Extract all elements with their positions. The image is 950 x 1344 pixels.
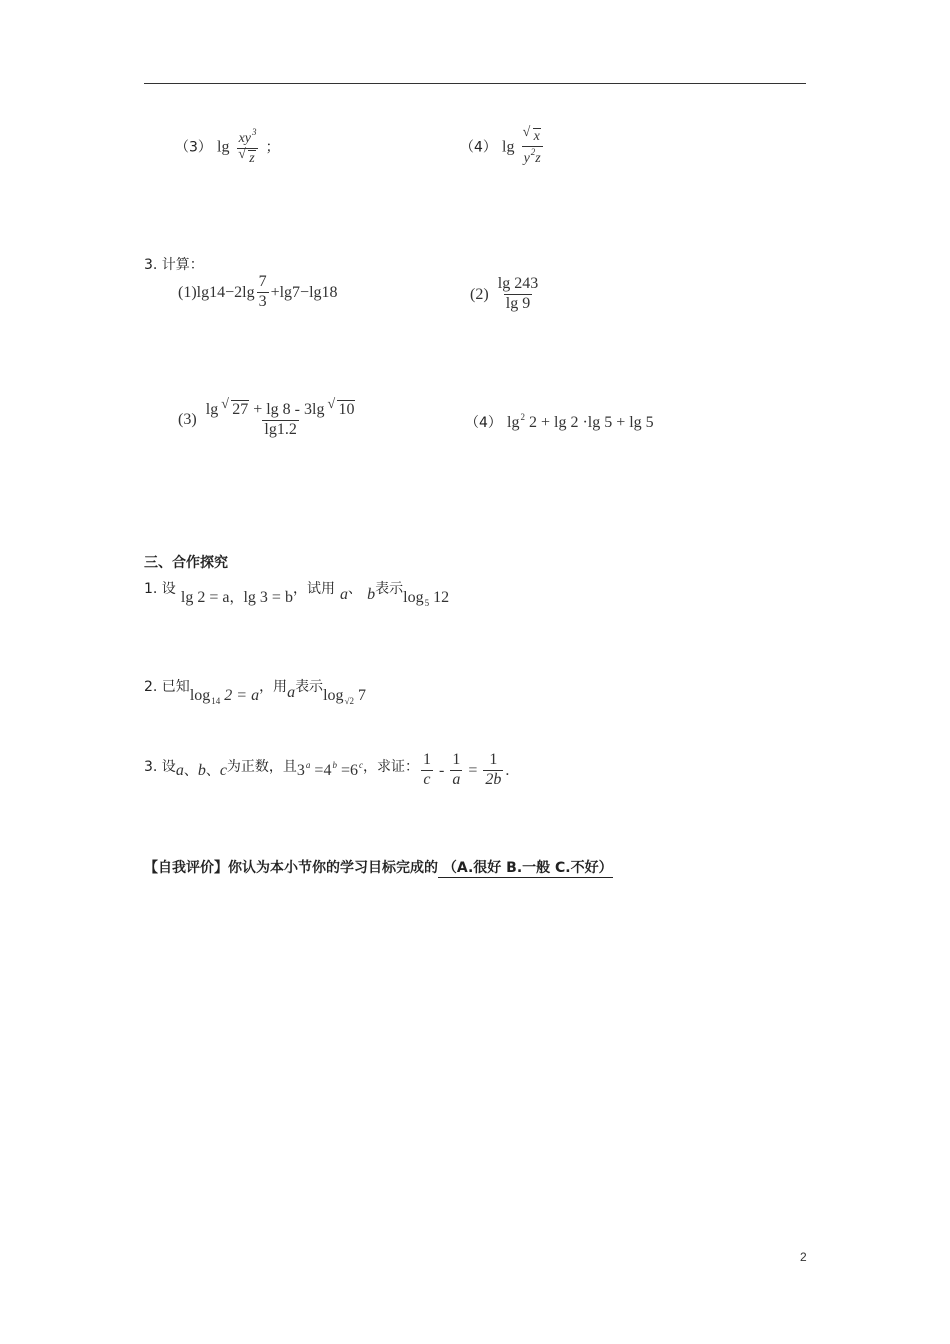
- section3-problem2: [144, 676, 366, 706]
- log-base: 14: [211, 696, 221, 706]
- lg-text: lg: [507, 414, 520, 431]
- text: 表示: [375, 581, 404, 597]
- log-expression: [190, 687, 259, 704]
- expression: lg14−2lg: [196, 283, 255, 301]
- sqrt: [524, 128, 541, 145]
- exponent: 2: [530, 146, 536, 157]
- numerator: lg 243: [497, 275, 539, 292]
- equation-1: lg 2 = a: [180, 589, 230, 606]
- numerator: xy: [238, 131, 251, 146]
- denominator-tail: z: [535, 150, 541, 166]
- log-arg: 7: [353, 687, 366, 704]
- log-base: √2: [344, 696, 354, 706]
- expression: 2 + lg 2 ·lg 5 + lg 5: [524, 414, 654, 431]
- log-text: log: [189, 687, 211, 704]
- base: 6: [349, 761, 358, 779]
- item-label: （4）: [465, 415, 502, 431]
- exercise3-item2: [470, 276, 542, 313]
- exercise2-item4: [460, 128, 545, 166]
- fraction: [450, 752, 462, 789]
- variable-a: a: [287, 684, 296, 701]
- fraction: [237, 128, 259, 166]
- sqrt: [239, 150, 255, 167]
- numerator: 7: [258, 273, 267, 290]
- fraction: [421, 752, 433, 789]
- fraction: [496, 276, 540, 313]
- item-label: （3）: [175, 139, 212, 156]
- fraction: [204, 400, 358, 439]
- item-label: (2): [470, 285, 489, 303]
- exercise3-item3: [178, 400, 359, 439]
- equation-2: lg 3 = b: [243, 589, 293, 606]
- item-label: （4）: [460, 139, 497, 156]
- header-rule: [144, 83, 806, 84]
- exponent: a: [305, 759, 311, 770]
- log-base: 5: [424, 598, 430, 608]
- variable-b: b: [197, 761, 206, 779]
- expression: +lg7−lg18: [270, 283, 338, 301]
- self-evaluation: [144, 857, 613, 877]
- semicolon: ；: [265, 139, 280, 156]
- comma: ，: [229, 590, 244, 606]
- lg-text: lg: [502, 138, 515, 156]
- denominator: a: [452, 770, 461, 788]
- equals: =: [464, 761, 482, 779]
- section3-heading: 三、合作探究: [144, 555, 228, 571]
- problem-label: 2. 已知: [144, 679, 190, 695]
- exercise3-heading: 3. 计算：: [144, 257, 204, 273]
- exponent: c: [358, 759, 363, 770]
- item-label: (3): [178, 410, 197, 428]
- text: ，试用: [292, 581, 335, 597]
- item-label: (1): [178, 283, 197, 301]
- fraction: [257, 274, 269, 311]
- log-text: log: [403, 589, 424, 606]
- expression: + lg 8 - 3lg: [249, 401, 325, 418]
- denominator: lg1.2: [264, 420, 297, 438]
- variable-c: c: [219, 761, 227, 779]
- exponent: b: [332, 759, 337, 770]
- problem-label: 3. 设: [144, 758, 176, 775]
- radicand: z: [249, 150, 255, 166]
- log-text: log: [323, 687, 344, 704]
- fraction: [522, 128, 543, 166]
- self-eval-options: （A.很好 B.一般 C.不好）: [438, 860, 613, 876]
- period: .: [505, 761, 510, 779]
- page-number: 2: [800, 1250, 807, 1264]
- radicand: 10: [338, 401, 355, 418]
- equals: =: [310, 761, 324, 779]
- denominator: 2b: [485, 770, 502, 788]
- lg-text: lg: [205, 401, 219, 418]
- exercise3-item4: [465, 412, 654, 432]
- variable-b: b: [367, 586, 376, 603]
- separator: 、: [183, 762, 198, 779]
- separator: 、: [205, 762, 220, 779]
- log-arg: 12: [429, 589, 450, 606]
- section3-problem3: [144, 752, 509, 789]
- minus: -: [434, 761, 449, 779]
- text: 为正数，且: [226, 758, 297, 775]
- radicand: x: [533, 129, 540, 144]
- problem-label: 1. 设: [144, 581, 176, 597]
- base: 4: [323, 761, 332, 779]
- variable-a: a: [340, 586, 349, 603]
- exponent: 3: [252, 127, 257, 137]
- text: 表示: [295, 679, 324, 695]
- exponent: 2: [520, 412, 525, 422]
- log-expression: [403, 589, 449, 606]
- variable-a: a: [175, 761, 184, 779]
- denominator: c: [423, 770, 431, 788]
- numerator: 1: [489, 751, 498, 768]
- self-eval-label: 【自我评价】你认为本小节你的学习目标完成的: [144, 860, 438, 876]
- separator: 、: [348, 581, 363, 597]
- sqrt: [328, 400, 355, 419]
- equation: 2 = a: [220, 687, 260, 704]
- text: ，求证：: [362, 758, 419, 775]
- lg-text: lg: [217, 138, 230, 156]
- text: ，用: [259, 679, 288, 695]
- log-expression: [323, 687, 366, 704]
- denominator: y: [523, 150, 530, 166]
- exercise3-item1: [178, 274, 338, 311]
- power-equation: [296, 759, 363, 779]
- section3-problem1: [144, 578, 450, 608]
- equals: =: [336, 761, 350, 779]
- denominator: 3: [258, 292, 267, 310]
- sqrt: [222, 400, 249, 419]
- expression: [181, 589, 293, 606]
- base: 3: [296, 761, 305, 779]
- denominator: lg 9: [505, 294, 531, 312]
- exercise2-item3: [175, 128, 280, 166]
- fraction: [483, 752, 503, 789]
- numerator: 1: [422, 751, 431, 768]
- radicand: 27: [232, 401, 249, 418]
- numerator: 1: [452, 751, 461, 768]
